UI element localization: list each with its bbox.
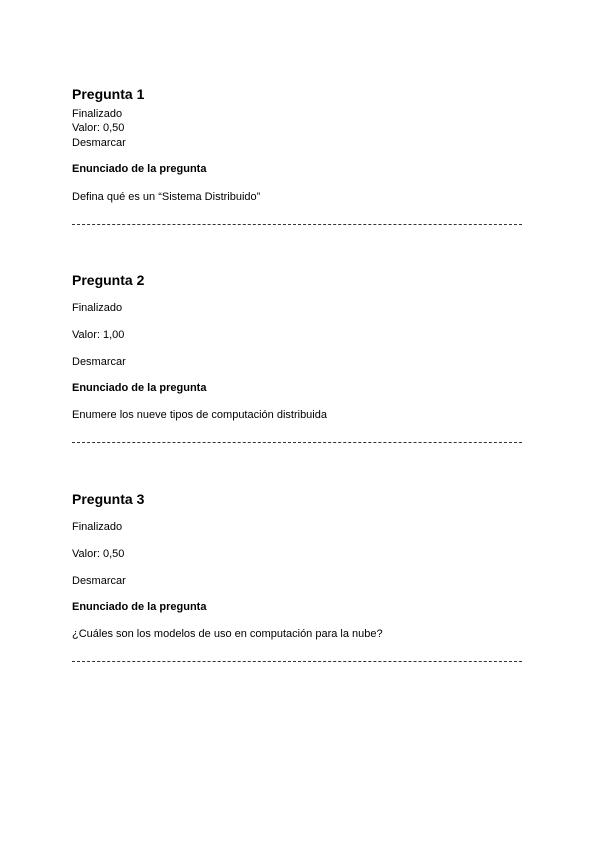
unmark-link[interactable]: Desmarcar	[72, 575, 126, 587]
question-title: Pregunta 3	[72, 491, 145, 507]
question-heading: Enunciado de la pregunta	[72, 163, 207, 175]
question-title: Pregunta 2	[72, 272, 145, 288]
question-title: Pregunta 1	[72, 86, 145, 102]
question-text: ¿Cuáles son los modelos de uso en computación para la nube?	[72, 628, 383, 640]
question-text: Defina qué es un “Sistema Distribuido”	[72, 191, 261, 203]
question-value: Valor: 1,00	[72, 329, 125, 341]
separator-line	[72, 224, 522, 225]
question-status: Finalizado	[72, 108, 123, 120]
unmark-link[interactable]: Desmarcar	[72, 137, 126, 149]
unmark-link[interactable]: Desmarcar	[72, 356, 126, 368]
question-status: Finalizado	[72, 521, 123, 533]
separator-line	[72, 661, 522, 662]
question-status: Finalizado	[72, 302, 123, 314]
question-heading: Enunciado de la pregunta	[72, 382, 207, 394]
separator-line	[72, 442, 522, 443]
question-heading: Enunciado de la pregunta	[72, 601, 207, 613]
question-value: Valor: 0,50	[72, 122, 125, 134]
question-value: Valor: 0,50	[72, 548, 125, 560]
question-text: Enumere los nueve tipos de computación distribuida	[72, 409, 327, 421]
